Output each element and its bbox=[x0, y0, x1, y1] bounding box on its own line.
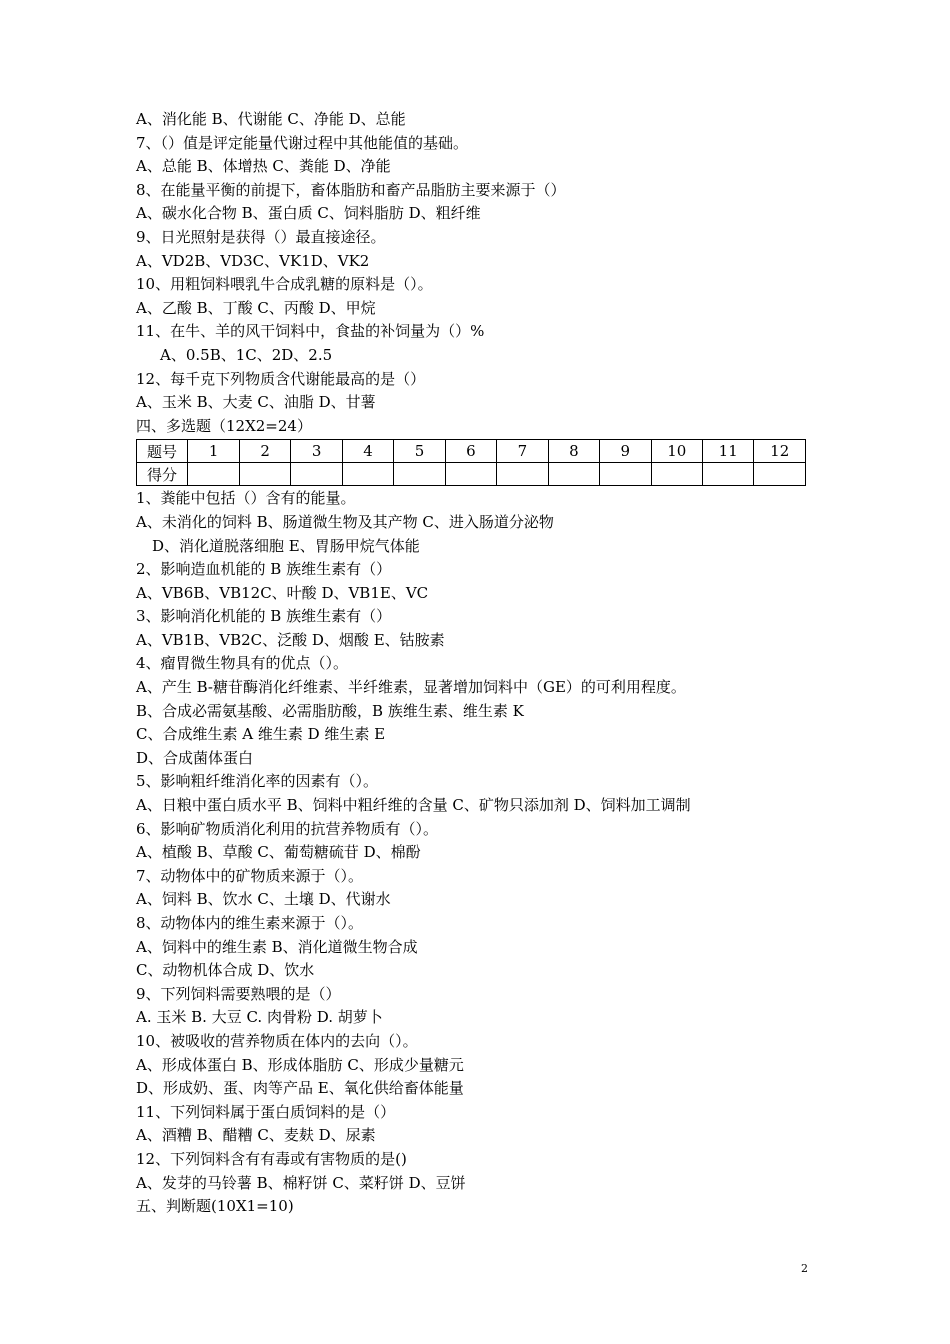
score-table-number: 10 bbox=[651, 440, 702, 463]
score-cell[interactable] bbox=[394, 463, 445, 486]
mc-question-4: 4、瘤胃微生物具有的优点（）。 bbox=[136, 654, 349, 673]
score-cell[interactable] bbox=[497, 463, 548, 486]
score-table-number: 6 bbox=[445, 440, 496, 463]
question-7: 7、（）值是评定能量代谢过程中其他能值的基础。 bbox=[136, 133, 469, 152]
score-table-number: 1 bbox=[188, 440, 239, 463]
question-12: 12、每千克下列物质含代谢能最高的是（） bbox=[136, 369, 426, 388]
mc-options-7: A、饲料 B、饮水 C、土壤 D、代谢水 bbox=[136, 890, 391, 909]
mc-options-12: A、发芽的马铃薯 B、棉籽饼 C、菜籽饼 D、豆饼 bbox=[136, 1173, 466, 1192]
mc-options-1: A、未消化的饲料 B、肠道微生物及其产物 C、进入肠道分泌物 bbox=[136, 512, 554, 531]
mc-question-9: 9、下列饲料需要熟喂的是（） bbox=[136, 984, 341, 1003]
score-cell[interactable] bbox=[342, 463, 393, 486]
mc-question-12: 12、下列饲料含有有毒或有害物质的是() bbox=[136, 1149, 407, 1168]
mc-question-5: 5、影响粗纤维消化率的因素有（）。 bbox=[136, 772, 379, 791]
mc-question-8: 8、动物体内的维生素来源于（）。 bbox=[136, 914, 364, 932]
score-cell[interactable] bbox=[600, 463, 651, 486]
score-table-number: 12 bbox=[754, 440, 806, 463]
options-10: A、乙酸 B、丁酸 C、丙酸 D、甲烷 bbox=[136, 298, 376, 317]
score-cell[interactable] bbox=[239, 463, 290, 486]
mc-options-6: A、植酸 B、草酸 C、葡萄糖硫苷 D、棉酚 bbox=[136, 843, 421, 862]
document-body bbox=[136, 108, 816, 1219]
mc-question-6: 6、影响矿物质消化利用的抗营养物质有（）。 bbox=[136, 819, 439, 838]
options-7: A、总能 B、体增热 C、粪能 D、净能 bbox=[136, 157, 391, 176]
options-12: A、玉米 B、大麦 C、油脂 D、甘薯 bbox=[136, 393, 376, 412]
options-8: A、碳水化合物 B、蛋白质 C、饲料脂肪 D、粗纤维 bbox=[136, 204, 481, 223]
mc-option-4d: D、合成菌体蛋白 bbox=[136, 748, 254, 767]
score-cell[interactable] bbox=[188, 463, 239, 486]
score-table-number: 2 bbox=[239, 440, 290, 463]
mc-options-3: A、VB1B、VB2C、泛酸 D、烟酸 E、钴胺素 bbox=[136, 630, 445, 649]
mc-option-4b: B、合成必需氨基酸、必需脂肪酸，B 族维生素、维生素 K bbox=[136, 701, 524, 720]
mc-options-1-continued: D、消化道脱落细胞 E、胃肠甲烷气体能 bbox=[152, 536, 420, 555]
section-heading-multiple-choice: 四、多选题（12X2=24） bbox=[136, 416, 312, 435]
text-line: A、消化能 B、代谢能 C、净能 D、总能 bbox=[136, 110, 406, 128]
score-cell[interactable] bbox=[548, 463, 599, 486]
score-table-number: 9 bbox=[600, 440, 651, 463]
mc-question-7: 7、动物体中的矿物质来源于（）。 bbox=[136, 866, 364, 885]
score-table-number: 7 bbox=[497, 440, 548, 463]
score-cell[interactable] bbox=[702, 463, 753, 486]
options-9: A、VD2B、VD3C、VK1D、VK2 bbox=[136, 251, 370, 270]
score-table bbox=[136, 439, 806, 486]
mc-question-1: 1、粪能中包括（）含有的能量。 bbox=[136, 489, 356, 508]
mc-options-10: A、形成体蛋白 B、形成体脂肪 C、形成少量糖元 bbox=[136, 1055, 464, 1074]
mc-options-10-continued: D、形成奶、蛋、肉等产品 E、氧化供给畜体能量 bbox=[136, 1079, 464, 1098]
mc-option-4a: A、产生 B-糖苷酶消化纤维素、半纤维素，显著增加饲料中（GE）的可利用程度。 bbox=[136, 678, 686, 697]
question-9: 9、日光照射是获得（）最直接途径。 bbox=[136, 227, 386, 246]
mc-question-2: 2、影响造血机能的 B 族维生素有（） bbox=[136, 560, 392, 579]
score-table-number: 8 bbox=[548, 440, 599, 463]
score-table-label-score: 得分 bbox=[137, 463, 188, 486]
score-cell[interactable] bbox=[291, 463, 342, 486]
score-table-header-row bbox=[137, 440, 806, 463]
score-table-number: 11 bbox=[702, 440, 753, 463]
mc-question-11: 11、下列饲料属于蛋白质饲料的是（） bbox=[136, 1102, 396, 1121]
section-heading-true-false: 五、判断题(10X1=10) bbox=[136, 1197, 294, 1216]
mc-question-3: 3、影响消化机能的 B 族维生素有（） bbox=[136, 607, 392, 626]
mc-options-11: A、酒糟 B、醋糟 C、麦麸 D、尿素 bbox=[136, 1126, 376, 1145]
mc-options-9: A. 玉米 B. 大豆 C. 肉骨粉 D. 胡萝卜 bbox=[136, 1008, 383, 1027]
mc-options-8: A、饲料中的维生素 B、消化道微生物合成 bbox=[136, 937, 418, 956]
score-cell[interactable] bbox=[651, 463, 702, 486]
page-number: 2 bbox=[801, 1262, 808, 1275]
score-table-number: 3 bbox=[291, 440, 342, 463]
mc-options-5: A、日粮中蛋白质水平 B、饲料中粗纤维的含量 C、矿物只添加剂 D、饲料加工调制 bbox=[136, 796, 691, 815]
mc-question-10: 10、被吸收的营养物质在体内的去向（）。 bbox=[136, 1031, 418, 1050]
question-8: 8、在能量平衡的前提下，畜体脂肪和畜产品脂肪主要来源于（） bbox=[136, 180, 566, 199]
question-10: 10、用粗饲料喂乳牛合成乳糖的原料是（）。 bbox=[136, 275, 433, 294]
score-table-score-row bbox=[137, 463, 806, 486]
score-cell[interactable] bbox=[754, 463, 806, 486]
question-11: 11、在牛、羊的风干饲料中，食盐的补饲量为（）% bbox=[136, 322, 485, 341]
score-table-number: 5 bbox=[394, 440, 445, 463]
mc-option-4c: C、合成维生素 A 维生素 D 维生素 E bbox=[136, 725, 386, 744]
options-11: A、0.5B、1C、2D、2.5 bbox=[160, 345, 333, 364]
mc-options-8-continued: C、动物机体合成 D、饮水 bbox=[136, 961, 315, 980]
score-cell[interactable] bbox=[445, 463, 496, 486]
score-table-number: 4 bbox=[342, 440, 393, 463]
score-table-label-number: 题号 bbox=[137, 440, 188, 463]
mc-options-2: A、VB6B、VB12C、叶酸 D、VB1E、VC bbox=[136, 583, 429, 602]
